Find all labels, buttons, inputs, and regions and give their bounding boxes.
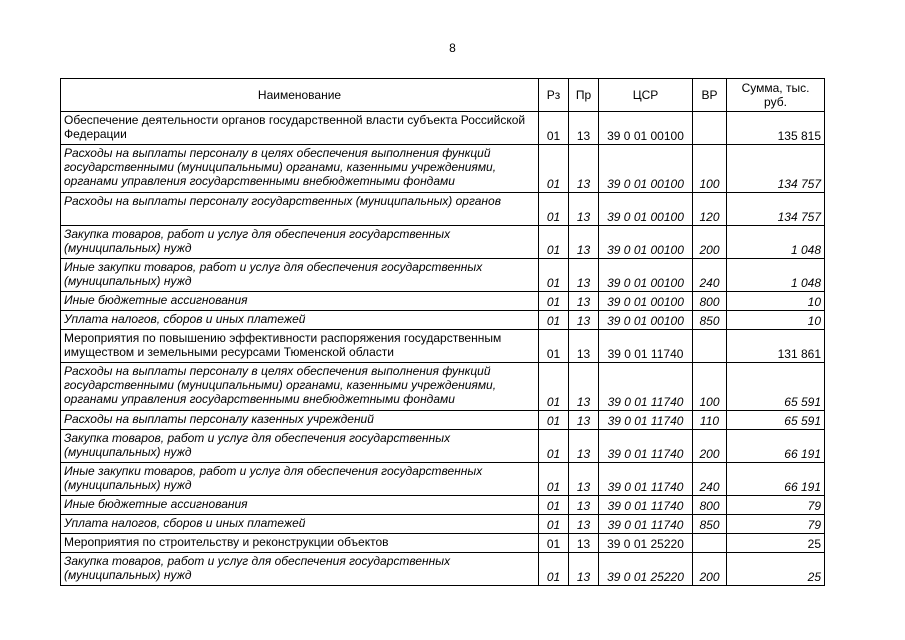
table-row: [61, 411, 825, 430]
row-vr: 850: [693, 515, 727, 534]
row-rz: 01: [539, 534, 569, 553]
row-name: Расходы на выплаты персоналу в целях обеспечения выполнения функций государственными (муниципальными) органами, казенными учреждениями, органами управления государственными внебюджетными фондами: [61, 145, 539, 193]
table-header-row: [61, 79, 825, 112]
row-csr: 39 0 01 11740: [599, 496, 693, 515]
page-number: 8: [449, 41, 456, 55]
row-csr: 39 0 01 11740: [599, 430, 693, 463]
row-sum: 66 191: [727, 463, 825, 496]
table-row: [61, 430, 825, 463]
row-rz: 01: [539, 311, 569, 330]
row-pr: 13: [569, 145, 599, 193]
row-vr: 200: [693, 226, 727, 259]
row-csr: 39 0 01 00100: [599, 259, 693, 292]
row-csr: 39 0 01 11740: [599, 463, 693, 496]
table-row: [61, 112, 825, 145]
row-name: Расходы на выплаты персоналу в целях обеспечения выполнения функций государственными (муниципальными) органами, казенными учреждениями, органами управления государственными внебюджетными фондами: [61, 363, 539, 411]
row-name: Расходы на выплаты персоналу государственных (муниципальных) органов: [61, 193, 539, 226]
row-csr: 39 0 01 00100: [599, 311, 693, 330]
row-vr: [693, 330, 727, 363]
row-pr: 13: [569, 193, 599, 226]
row-vr: 200: [693, 430, 727, 463]
row-rz: 01: [539, 226, 569, 259]
row-name: Обеспечение деятельности органов государственной власти субъекта Российской Федерации: [61, 112, 539, 145]
row-sum: 66 191: [727, 430, 825, 463]
row-vr: [693, 112, 727, 145]
row-vr: 110: [693, 411, 727, 430]
table-row: [61, 534, 825, 553]
table-row: [61, 259, 825, 292]
row-csr: 39 0 01 25220: [599, 553, 693, 586]
header-rz: Рз: [539, 79, 569, 112]
row-csr: 39 0 01 00100: [599, 226, 693, 259]
row-pr: 13: [569, 311, 599, 330]
row-rz: 01: [539, 496, 569, 515]
row-csr: 39 0 01 25220: [599, 534, 693, 553]
row-rz: 01: [539, 145, 569, 193]
table-row: [61, 363, 825, 411]
row-vr: 100: [693, 145, 727, 193]
row-sum: 131 861: [727, 330, 825, 363]
row-pr: 13: [569, 330, 599, 363]
row-sum: 79: [727, 515, 825, 534]
header-sum: Сумма, тыс. руб.: [727, 79, 825, 112]
table-row: [61, 330, 825, 363]
row-name: Уплата налогов, сборов и иных платежей: [61, 515, 539, 534]
table-row: [61, 193, 825, 226]
row-rz: 01: [539, 515, 569, 534]
row-rz: 01: [539, 553, 569, 586]
row-pr: 13: [569, 553, 599, 586]
row-sum: 135 815: [727, 112, 825, 145]
table-row: [61, 463, 825, 496]
table-row: [61, 226, 825, 259]
row-vr: 800: [693, 292, 727, 311]
row-pr: 13: [569, 292, 599, 311]
row-rz: 01: [539, 411, 569, 430]
row-sum: 25: [727, 553, 825, 586]
header-csr: ЦСР: [599, 79, 693, 112]
row-sum: 1 048: [727, 259, 825, 292]
row-pr: 13: [569, 226, 599, 259]
row-vr: 800: [693, 496, 727, 515]
table-row: [61, 292, 825, 311]
row-csr: 39 0 01 11740: [599, 515, 693, 534]
row-rz: 01: [539, 259, 569, 292]
budget-table: [60, 78, 825, 586]
row-csr: 39 0 01 11740: [599, 411, 693, 430]
row-rz: 01: [539, 463, 569, 496]
table-row: [61, 553, 825, 586]
row-rz: 01: [539, 363, 569, 411]
row-rz: 01: [539, 112, 569, 145]
row-name: Расходы на выплаты персоналу казенных учреждений: [61, 411, 539, 430]
row-sum: 10: [727, 311, 825, 330]
row-sum: 1 048: [727, 226, 825, 259]
row-vr: 240: [693, 259, 727, 292]
header-vr: ВР: [693, 79, 727, 112]
row-pr: 13: [569, 463, 599, 496]
row-name: Иные бюджетные ассигнования: [61, 292, 539, 311]
row-name: Иные бюджетные ассигнования: [61, 496, 539, 515]
row-vr: 120: [693, 193, 727, 226]
row-pr: 13: [569, 496, 599, 515]
table-row: [61, 145, 825, 193]
table-row: [61, 496, 825, 515]
row-pr: 13: [569, 411, 599, 430]
row-sum: 25: [727, 534, 825, 553]
row-name: Мероприятия по повышению эффективности распоряжения государственным имуществом и земельными ресурсами Тюменской области: [61, 330, 539, 363]
row-vr: [693, 534, 727, 553]
row-csr: 39 0 01 11740: [599, 363, 693, 411]
row-name: Иные закупки товаров, работ и услуг для обеспечения государственных (муниципальных) нужд: [61, 259, 539, 292]
row-csr: 39 0 01 00100: [599, 193, 693, 226]
row-csr: 39 0 01 00100: [599, 292, 693, 311]
row-sum: 134 757: [727, 145, 825, 193]
row-rz: 01: [539, 430, 569, 463]
row-name: Закупка товаров, работ и услуг для обеспечения государственных (муниципальных) нужд: [61, 226, 539, 259]
row-sum: 65 591: [727, 411, 825, 430]
row-csr: 39 0 01 11740: [599, 330, 693, 363]
row-rz: 01: [539, 292, 569, 311]
row-name: Закупка товаров, работ и услуг для обеспечения государственных (муниципальных) нужд: [61, 553, 539, 586]
row-sum: 10: [727, 292, 825, 311]
table-row: [61, 515, 825, 534]
row-vr: 240: [693, 463, 727, 496]
row-vr: 200: [693, 553, 727, 586]
row-rz: 01: [539, 193, 569, 226]
header-pr: Пр: [569, 79, 599, 112]
row-pr: 13: [569, 430, 599, 463]
row-name: Уплата налогов, сборов и иных платежей: [61, 311, 539, 330]
row-vr: 850: [693, 311, 727, 330]
row-pr: 13: [569, 112, 599, 145]
row-pr: 13: [569, 259, 599, 292]
row-sum: 65 591: [727, 363, 825, 411]
table-row: [61, 311, 825, 330]
row-name: Мероприятия по строительству и реконструкции объектов: [61, 534, 539, 553]
row-pr: 13: [569, 515, 599, 534]
row-vr: 100: [693, 363, 727, 411]
row-name: Закупка товаров, работ и услуг для обеспечения государственных (муниципальных) нужд: [61, 430, 539, 463]
row-sum: 79: [727, 496, 825, 515]
header-name: Наименование: [61, 79, 539, 112]
row-csr: 39 0 01 00100: [599, 112, 693, 145]
row-rz: 01: [539, 330, 569, 363]
row-sum: 134 757: [727, 193, 825, 226]
row-name: Иные закупки товаров, работ и услуг для обеспечения государственных (муниципальных) нужд: [61, 463, 539, 496]
row-pr: 13: [569, 363, 599, 411]
row-csr: 39 0 01 00100: [599, 145, 693, 193]
row-pr: 13: [569, 534, 599, 553]
